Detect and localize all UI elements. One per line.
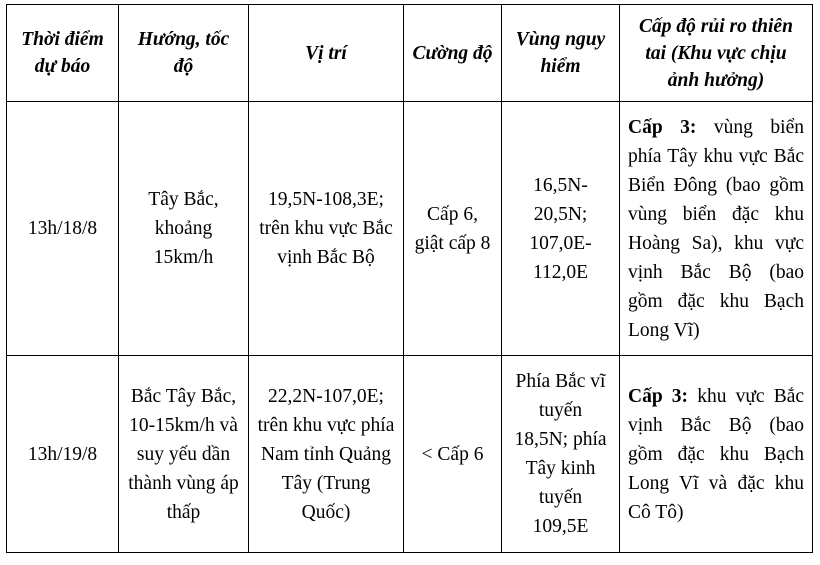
header-risk: Cấp độ rủi ro thiên tai (Khu vực chịu ảnh hưởng) xyxy=(620,5,813,102)
header-intensity: Cường độ xyxy=(404,5,502,102)
forecast-table xyxy=(6,4,813,553)
header-direction: Hướng, tốc độ xyxy=(119,5,249,102)
cell-intensity: < Cấp 6 xyxy=(404,356,502,553)
risk-level-label: Cấp 3: xyxy=(628,116,697,138)
cell-direction: Tây Bắc, khoảng 15km/h xyxy=(119,102,249,356)
risk-level-label: Cấp 3: xyxy=(628,385,689,407)
header-danger-zone: Vùng nguy hiểm xyxy=(502,5,620,102)
cell-danger-zone: 16,5N-20,5N; 107,0E-112,0E xyxy=(502,102,620,356)
cell-time: 13h/18/8 xyxy=(7,102,119,356)
cell-intensity: Cấp 6, giật cấp 8 xyxy=(404,102,502,356)
table-row xyxy=(7,102,813,356)
header-position: Vị trí xyxy=(249,5,404,102)
table-header-row xyxy=(7,5,813,102)
cell-risk xyxy=(620,102,813,356)
header-time: Thời điểm dự báo xyxy=(7,5,119,102)
cell-danger-zone: Phía Bắc vĩ tuyến 18,5N; phía Tây kinh tuyến 109,5E xyxy=(502,356,620,553)
cell-time: 13h/19/8 xyxy=(7,356,119,553)
table-row xyxy=(7,356,813,553)
risk-area-text: khu vực Bắc vịnh Bắc Bộ (bao gồm đặc khu Bạch Long Vĩ và đặc khu Cô Tô) xyxy=(628,385,805,523)
cell-position: 19,5N-108,3E; trên khu vực Bắc vịnh Bắc Bộ xyxy=(249,102,404,356)
risk-area-text: vùng biển phía Tây khu vực Bắc Biển Đông (bao gồm vùng biển đặc khu Hoàng Sa), khu vực vịnh Bắc Bộ (bao gồm đặc khu Bạch Long Vĩ) xyxy=(628,116,804,341)
cell-direction: Bắc Tây Bắc, 10-15km/h và suy yếu dần thành vùng áp thấp xyxy=(119,356,249,553)
cell-position: 22,2N-107,0E; trên khu vực phía Nam tỉnh Quảng Tây (Trung Quốc) xyxy=(249,356,404,553)
cell-risk xyxy=(620,356,813,553)
